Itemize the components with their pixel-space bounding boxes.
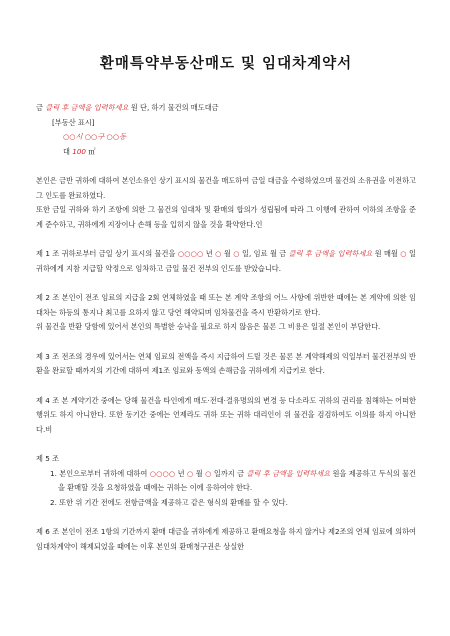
price-prefix: 금 [36, 103, 43, 112]
article-4: 제 4 조 본 계약기간 중에는 당해 물건을 타인에게 매도·전대·결유명의의 변경 등 다소라도 귀하의 권리를 침해하는 어떠한 행위도 하지 아니한다. 또한 동기간 중에는 언제라도 귀하 또는 귀하 대리인이 위 물건을 검검하여도 이의를 하지 아니한다.비 [36, 395, 416, 434]
article-5-text: 1. 본인으로부터 귀하에 대하여 [50, 468, 150, 478]
article-1-pay-day[interactable]: ○ [400, 249, 407, 258]
area-unit: ㎡ [88, 146, 96, 156]
article-1-month[interactable]: ○ [215, 249, 222, 258]
article-1-text: 일 귀하에게 지참 지급할 약정으로 임차하고 금일 물건 전부의 인도를 받았습니다. [36, 249, 416, 273]
price-input-placeholder[interactable]: 클릭 후 금액을 입력하세요 [45, 103, 129, 112]
article-1-text: 년 [203, 249, 216, 258]
article-1-amount[interactable]: 클릭 후 금액을 입력하세요 [288, 249, 373, 258]
price-line [36, 101, 416, 116]
document-title: 환매특약부동산매도 및 임대차계약서 [99, 55, 353, 72]
article-5-text: 년 [175, 468, 188, 478]
article-1-text: 월 [221, 249, 234, 258]
article-1-text: 제 1 조 귀하로부터 금일 상기 표시의 물건을 [36, 249, 178, 258]
article-5-heading: 제 5 조 [36, 454, 60, 463]
article-6: 제 6 조 본인이 전조 1항의 기간까지 환매 대금을 귀하에게 제공하고 환매요청을 하지 않거나 제2조의 연체 임료에 의하여 임대차계약이 해제되었을 때에는 이후 본인의 환매청구권은 상실한 [36, 527, 416, 551]
area-value[interactable]: 100 [72, 146, 86, 156]
article-3: 제 3 조 전조의 경우에 있어서는 연체 임료의 전액을 즉시 지급하여 드릴 것은 물론 본 계약해제의 익일부터 물건전부의 반환을 완료할 때까지의 기간에 대하여 제1조 임료와 동액의 손해금을 귀하에게 지급키로 한다. [36, 351, 416, 375]
article-1-day[interactable]: ○ [233, 249, 240, 258]
article-2: 제 2 조 본인이 전조 임료의 지급을 2회 연체하였을 때 또는 본 계약 조항의 어느 사항에 위반한 때에는 본 계약에 의한 임대차는 하등의 통지나 최고를 요하지 않고 당연 해약되며 임차물건을 즉시 반환하기로 한다. [36, 293, 416, 317]
article-5-text: 원을 제공하고 두식의 물건을 환매할 것을 요청하였을 때에는 귀하는 이에 응하여야 한다. [58, 468, 416, 492]
article-5-item-1 [36, 467, 416, 496]
price-suffix: 원 단, 하기 물건의 매도대금 [130, 103, 219, 112]
article-1-year[interactable]: ○○○○ [177, 249, 204, 258]
article-1-text: 원 매월 [372, 249, 401, 258]
article-5-text: 일까지 금 [211, 468, 247, 478]
area-prefix: 대 [63, 146, 70, 156]
article-5-text: 월 [193, 468, 206, 478]
article-2-continued: 위 물건을 반환 당함에 있어서 본인의 특별한 승낙을 필요로 하지 않음은 물론 그 비용은 일절 본인이 부담한다. [36, 322, 381, 331]
property-heading: [부동산 표시] [52, 117, 95, 127]
article-5-month[interactable]: ○ [187, 468, 194, 478]
article-5-day[interactable]: ○ [205, 468, 212, 478]
property-area [36, 145, 416, 160]
article-1 [36, 247, 416, 276]
preamble-paragraph-1: 본인은 금반 귀하에 대하여 본인소유인 상기 표시의 물건을 매도하여 금일 대금을 수령하였으며 물건의 소유권을 이전하고 그 인도를 완료하였다. [36, 176, 416, 200]
article-5-item-2: 2. 또한 위 기간 전에도 전항금액을 제공하고 같은 형식의 환매를 할 수 있다. [50, 497, 288, 507]
article-1-text: 일, 임료 월 금 [239, 249, 289, 258]
article-5-year[interactable]: ○○○○ [149, 468, 176, 478]
preamble-paragraph-2: 또한 금일 귀하와 하기 조항에 의한 그 물건의 임대차 및 환매의 합의가 성립됨에 따라 그 이행에 관하여 이하의 조항을 준계 준수하고, 귀하에게 지장이나 손해 등을 입히지 않을 것을 확약한다.인 [36, 205, 416, 229]
property-location[interactable]: ○○시 ○○구 ○○동 [63, 132, 127, 141]
article-5-amount[interactable]: 클릭 후 금액을 입력하세요 [246, 468, 331, 478]
